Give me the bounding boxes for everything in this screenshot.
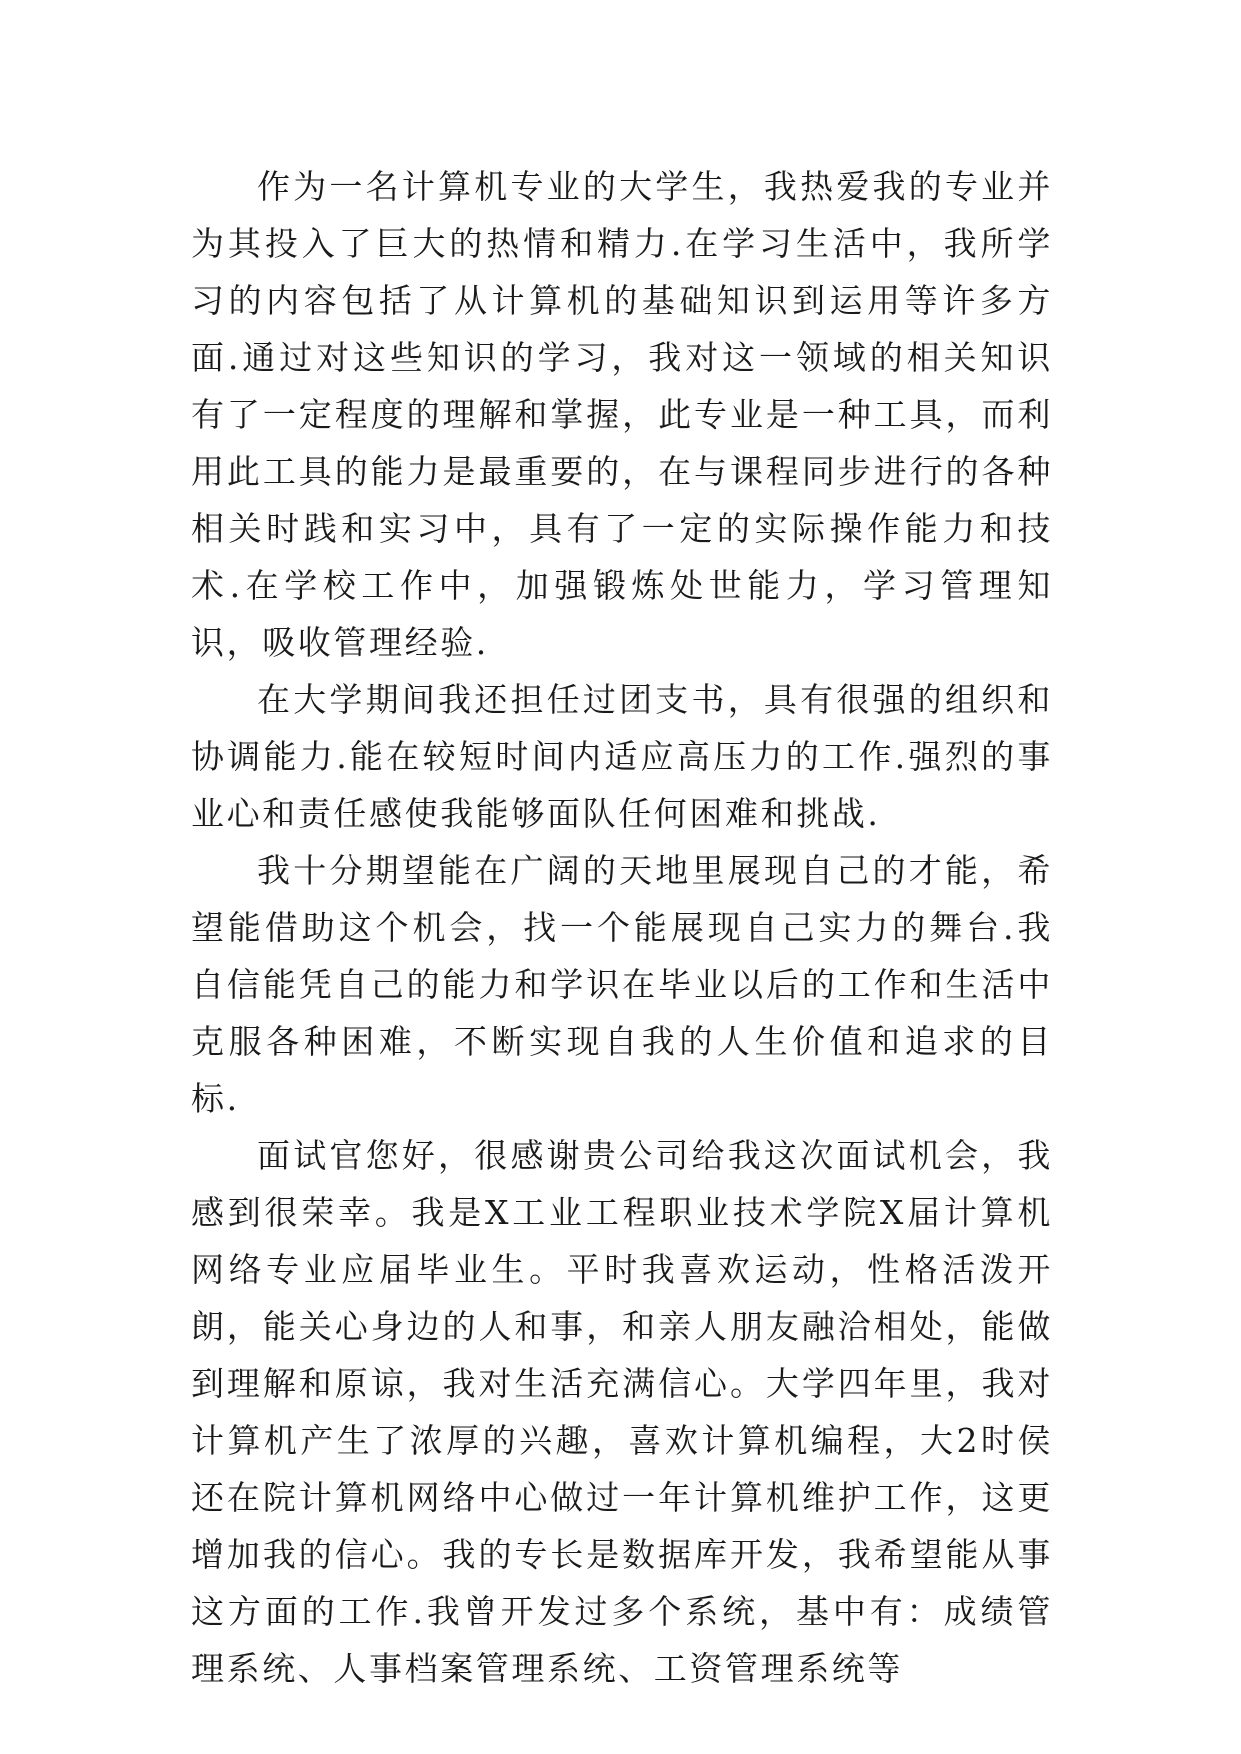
body-text: [191, 158, 1053, 1697]
paragraph-1: 作为一名计算机专业的大学生，我热爱我的专业并为其投入了巨大的热情和精力.在学习生活中，我所学习的内容包括了从计算机的基础知识到运用等许多方面.通过对这些知识的学习，我对这一领域的相关知识有了一定程度的理解和掌握，此专业是一种工具，而利用此工具的能力是最重要的，在与课程同步进行的各种相关时践和实习中，具有了一定的实际操作能力和技术.在学校工作中，加强锻炼处世能力，学习管理知识，吸收管理经验.: [191, 167, 1053, 662]
paragraph-3: 我十分期望能在广阔的天地里展现自己的才能，希望能借助这个机会，找一个能展现自己实力的舞台.我自信能凭自己的能力和学识在毕业以后的工作和生活中克服各种困难，不断实现自我的人生价值和追求的目标.: [191, 851, 1053, 1118]
paragraph-2: 在大学期间我还担任过团支书，具有很强的组织和协调能力.能在较短时间内适应高压力的工作.强烈的事业心和责任感使我能够面队任何困难和挑战.: [191, 680, 1053, 833]
paragraph-4: 面试官您好，很感谢贵公司给我这次面试机会，我感到很荣幸。我是X工业工程职业技术学院X届计算机网络专业应届毕业生。平时我喜欢运动，性格活泼开朗，能关心身边的人和事，和亲人朋友融洽相处，能做到理解和原谅，我对生活充满信心。大学四年里，我对计算机产生了浓厚的兴趣，喜欢计算机编程，大2时侯还在院计算机网络中心做过一年计算机维护工作，这更增加我的信心。我的专长是数据库开发，我希望能从事这方面的工作.我曾开发过多个系统，基中有：成绩管理系统、人事档案管理系统、工资管理系统等: [191, 1136, 1053, 1688]
